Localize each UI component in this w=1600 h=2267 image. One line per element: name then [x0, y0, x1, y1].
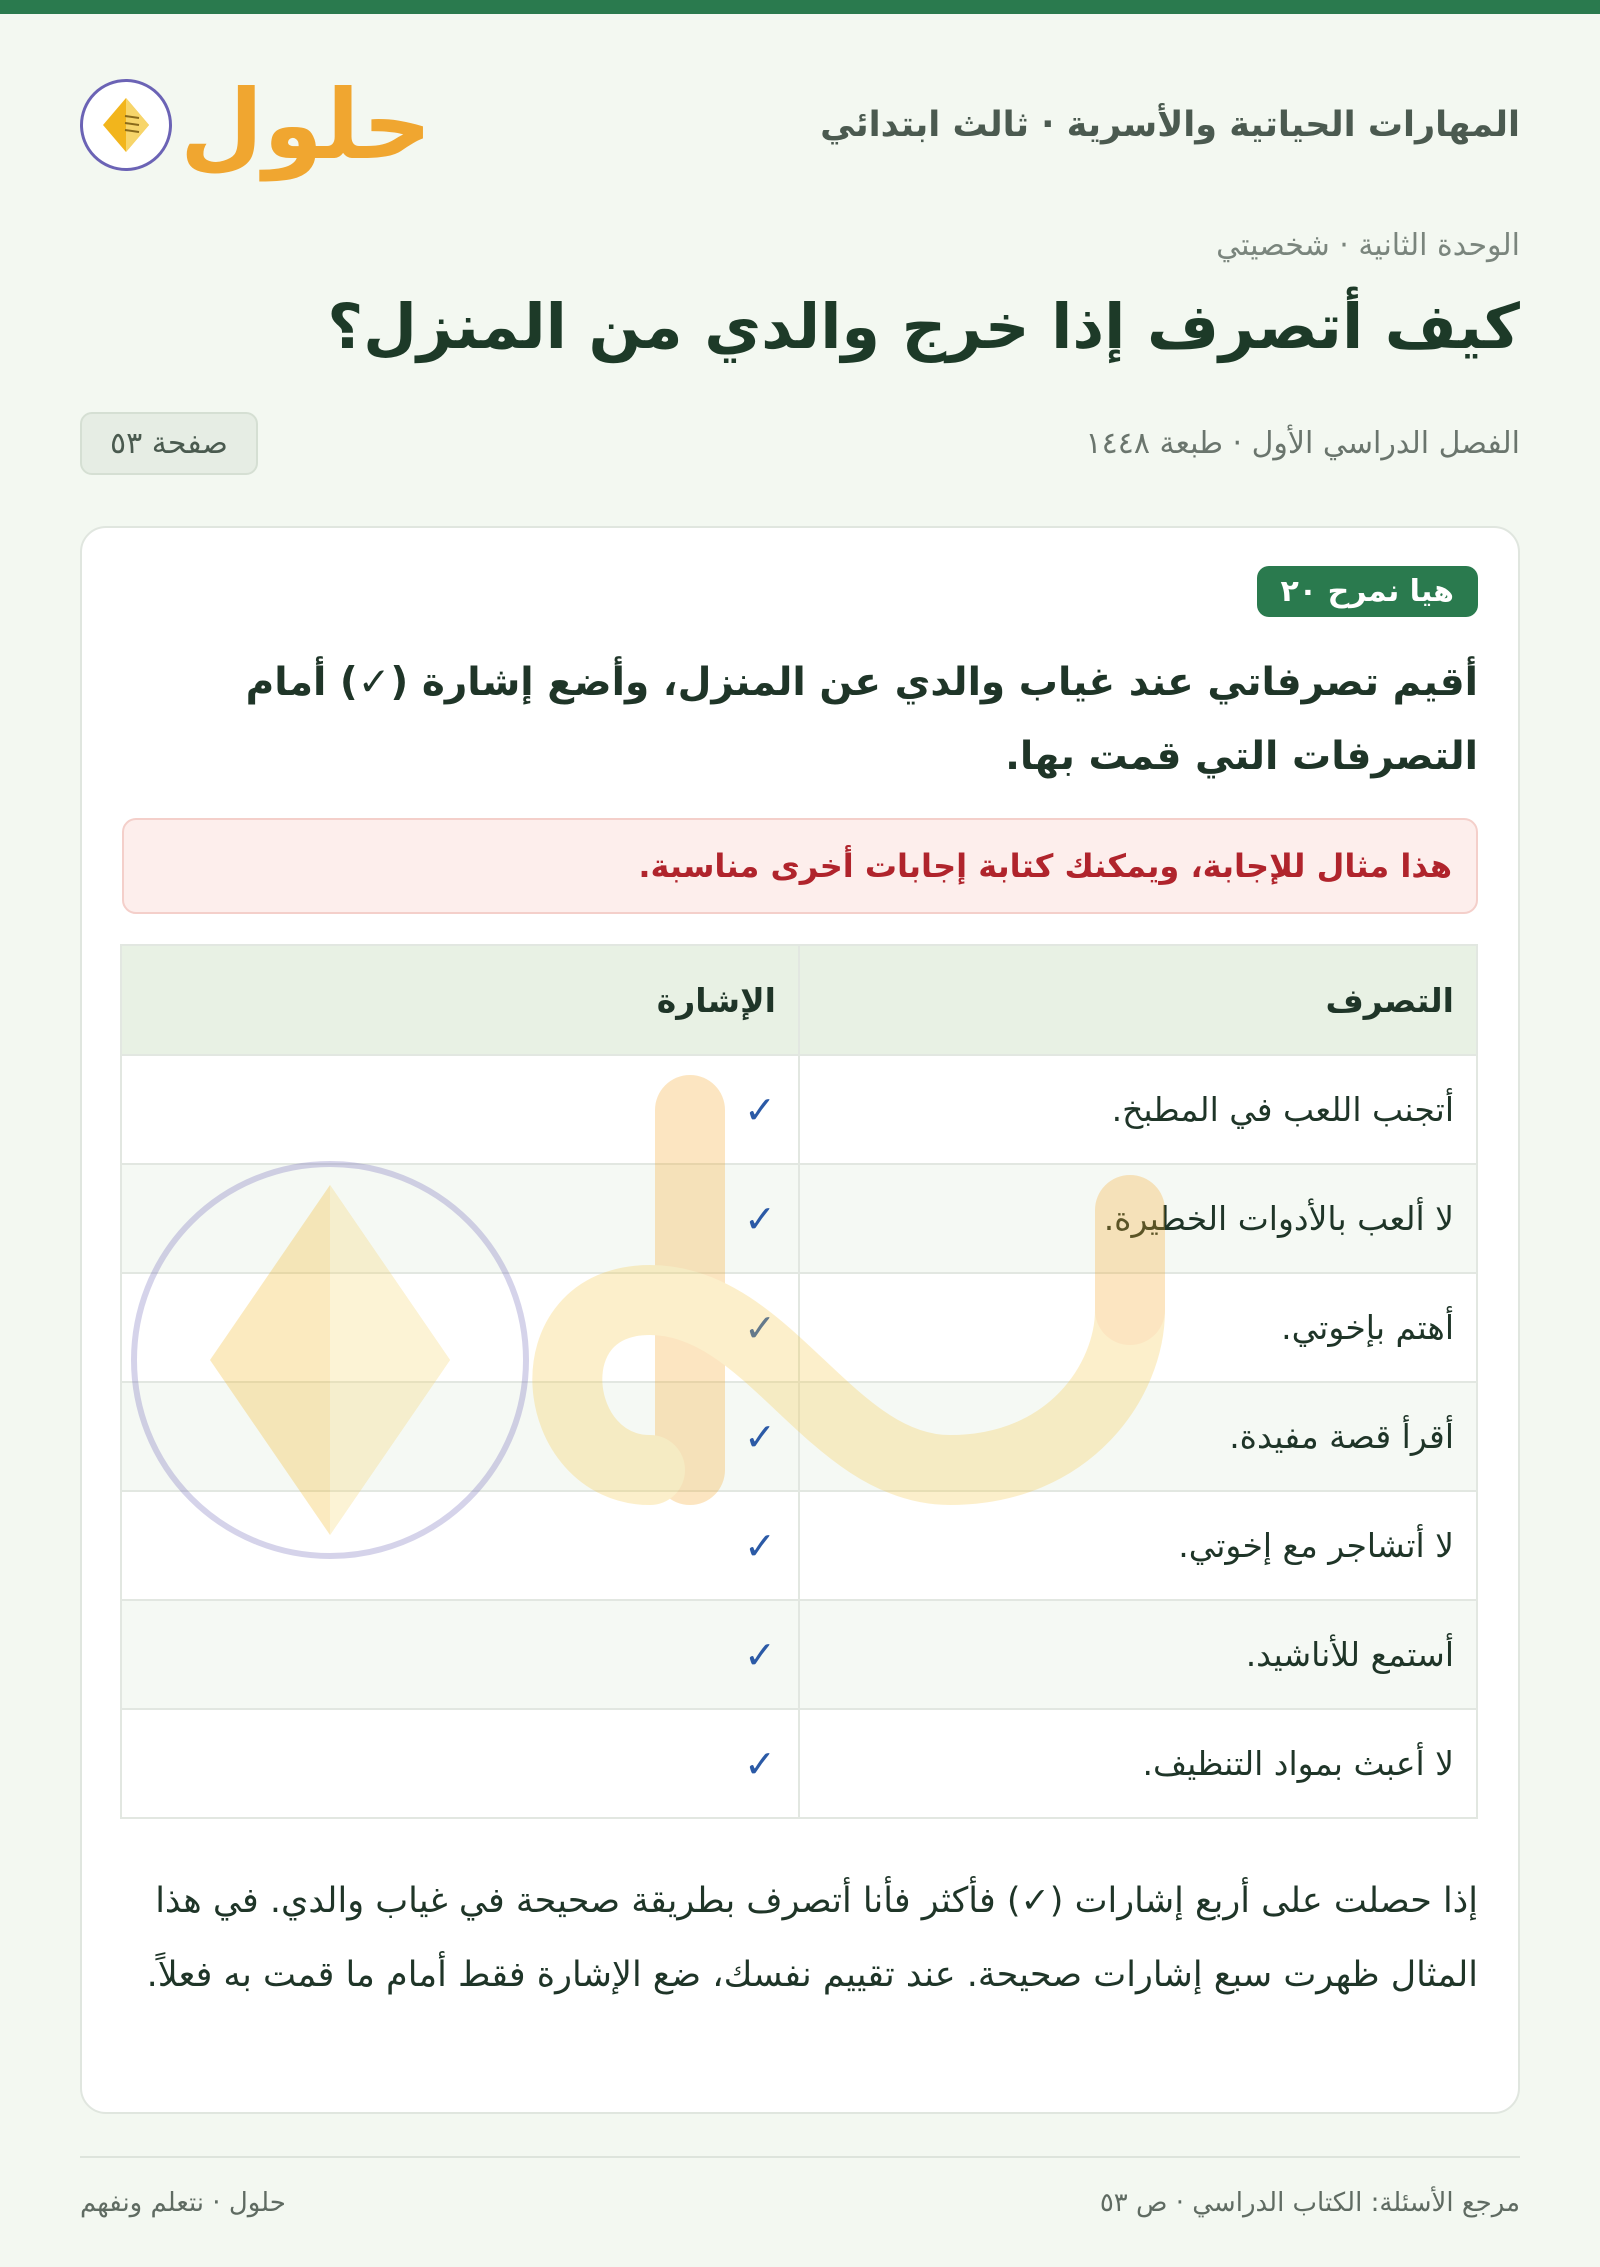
table-row	[121, 1164, 1477, 1273]
exercise-card	[80, 526, 1520, 2114]
table-row	[121, 1055, 1477, 1164]
logo-text: حلول	[180, 69, 432, 181]
column-header-mark: الإشارة	[121, 945, 799, 1055]
action-cell: أستمع للأناشيد.	[799, 1600, 1477, 1709]
table-row	[121, 1709, 1477, 1818]
action-cell: لا أتشاجر مع إخوتي.	[799, 1491, 1477, 1600]
meta-row	[80, 412, 1520, 475]
brand-logo[interactable]	[80, 69, 432, 181]
check-mark-icon: ✓	[121, 1600, 799, 1709]
check-mark-icon: ✓	[121, 1709, 799, 1818]
action-cell: لا أعبث بمواد التنظيف.	[799, 1709, 1477, 1818]
check-mark-icon: ✓	[121, 1491, 799, 1600]
book-logo-icon	[80, 79, 172, 171]
question-text: أقيم تصرفاتي عند غياب والدي عن المنزل، وأضع إشارة (✓) أمام التصرفات التي قمت بها.	[245, 660, 1478, 779]
unit-label: الوحدة الثانية · شخصيتي	[1216, 228, 1520, 263]
page-header	[80, 60, 1520, 190]
table-row	[121, 1382, 1477, 1491]
table-row	[121, 1491, 1477, 1600]
activity-tag: هيا نمرح ٢٠	[1257, 566, 1479, 617]
check-mark-icon: ✓	[121, 1055, 799, 1164]
footer-divider	[80, 2156, 1520, 2158]
footer-brand: حلول · نتعلم ونفهم	[80, 2188, 286, 2218]
action-cell: أهتم بإخوتي.	[799, 1273, 1477, 1382]
column-header-action: التصرف	[799, 945, 1477, 1055]
action-cell: أقرأ قصة مفيدة.	[799, 1382, 1477, 1491]
semester-label: الفصل الدراسي الأول · طبعة ١٤٤٨	[1085, 426, 1520, 461]
table-row	[121, 1273, 1477, 1382]
footer-reference: مرجع الأسئلة: الكتاب الدراسي · ص ٥٣	[1099, 2188, 1520, 2218]
behavior-table	[120, 944, 1478, 1819]
check-mark-icon: ✓	[121, 1382, 799, 1491]
table-row	[121, 1600, 1477, 1709]
page-footer	[80, 2188, 1520, 2218]
action-cell: لا ألعب بالأدوات الخطيرة.	[799, 1164, 1477, 1273]
check-mark-icon: ✓	[121, 1164, 799, 1273]
top-accent-bar	[0, 0, 1600, 14]
conclusion-text: إذا حصلت على أربع إشارات (✓) فأكثر فأنا أتصرف بطريقة صحيحة في غياب والدي. في هذا المثال ظهرت سبع إشارات صحيحة. عند تقييم نفسك، ضع الإشارة فقط أمام ما قمت به فعلاً.	[146, 1881, 1478, 1995]
check-mark-icon: ✓	[121, 1273, 799, 1382]
example-note: هذا مثال للإجابة، ويمكنك كتابة إجابات أخرى مناسبة.	[122, 818, 1478, 914]
page-title: كيف أتصرف إذا خرج والدي من المنزل؟	[327, 290, 1520, 363]
action-cell: أتجنب اللعب في المطبخ.	[799, 1055, 1477, 1164]
page-number-badge: صفحة ٥٣	[80, 412, 258, 475]
subject-title: المهارات الحياتية والأسرية · ثالث ابتدائي	[820, 105, 1520, 145]
table-header-row	[121, 945, 1477, 1055]
